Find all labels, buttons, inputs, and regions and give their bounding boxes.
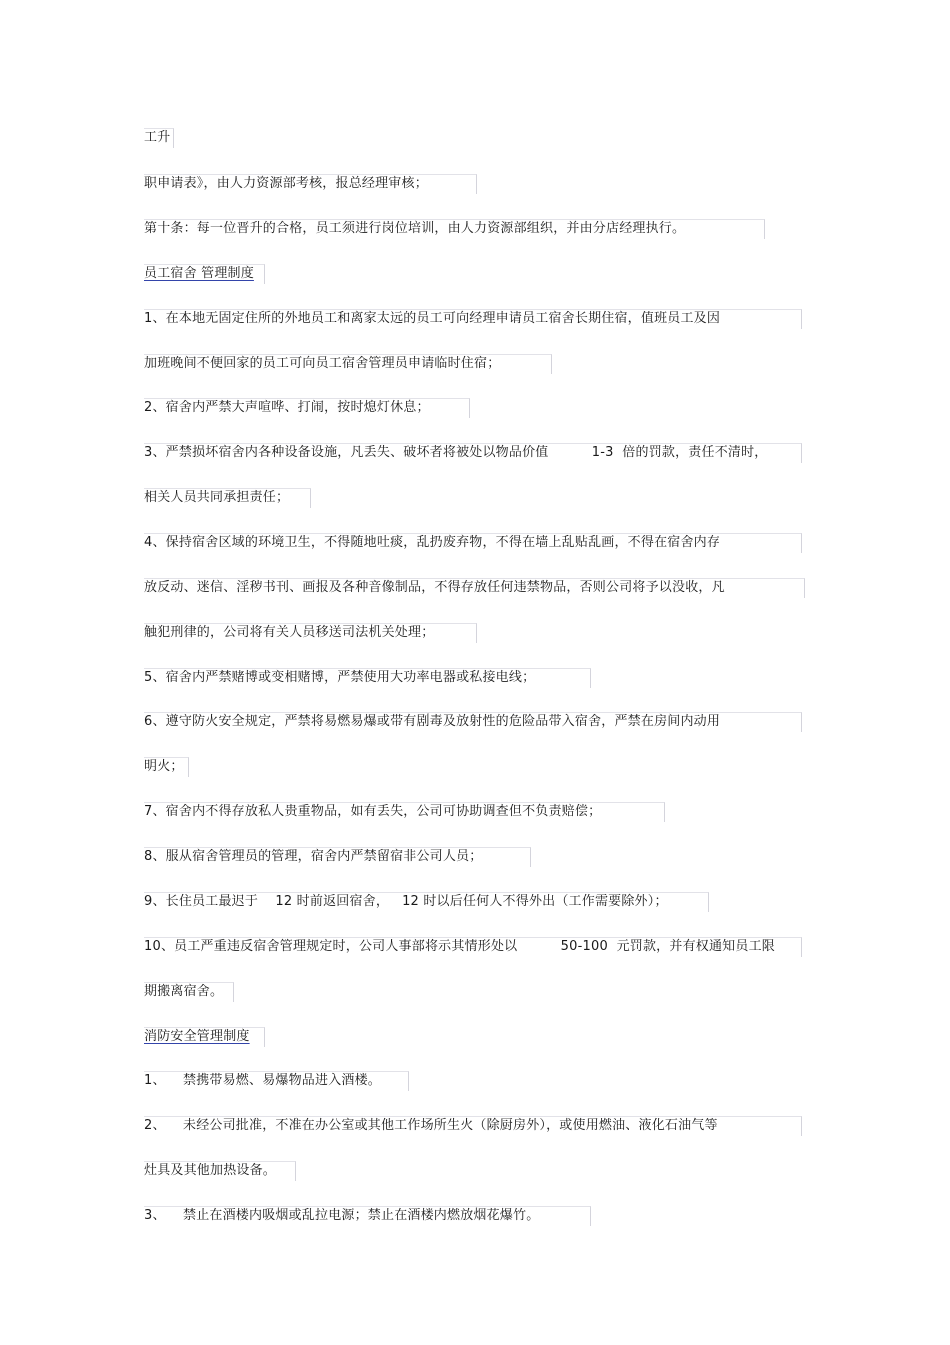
text-line: 灶具及其他加热设备。 — [144, 1163, 277, 1178]
text-line: 1、 禁携带易燃、易爆物品进入酒楼。 — [144, 1073, 382, 1088]
text-line: 6、遵守防火安全规定，严禁将易燃易爆或带有剧毒及放射性的危险品带入宿舍，严禁在房间内动用 — [144, 714, 721, 729]
text-line: 触犯刑律的，公司将有关人员移送司法机关处理； — [144, 625, 435, 640]
section-heading-fire-safety: 消防安全管理制度 — [144, 1029, 250, 1044]
text-line: 8、服从宿舍管理员的管理，宿舍内严禁留宿非公司人员； — [144, 849, 483, 864]
section-heading-dormitory: 员工宿舍 管理制度 — [144, 266, 254, 281]
text-line: 2、宿舍内严禁大声喧哗、打闹，按时熄灯休息； — [144, 400, 430, 415]
text-line: 第十条：每一位晋升的合格，员工须进行岗位培训，由人力资源部组织，并由分店经理执行。 — [144, 221, 686, 236]
text-line: 工升 — [144, 130, 171, 145]
text-line: 10、员工严重违反宿舍管理规定时，公司人事部将示其情形处以 50-100 元罚款，并有权通知员工限 — [144, 939, 775, 954]
text-line: 3、 禁止在酒楼内吸烟或乱拉电源；禁止在酒楼内燃放烟花爆竹。 — [144, 1208, 540, 1223]
text-line: 1、在本地无固定住所的外地员工和离家太远的员工可向经理申请员工宿舍长期住宿，值班员工及因 — [144, 311, 721, 326]
text-line: 4、保持宿舍区域的环境卫生，不得随地吐痰，乱扔废弃物，不得在墙上乱贴乱画，不得在宿舍内存 — [144, 535, 721, 550]
text-line: 相关人员共同承担责任； — [144, 490, 290, 505]
text-line: 放反动、迷信、淫秽书刊、画报及各种音像制品，不得存放任何违禁物品，否则公司将予以没收，凡 — [144, 580, 725, 595]
text-line: 明火； — [144, 759, 184, 774]
text-line: 5、宿舍内严禁赌博或变相赌博，严禁使用大功率电器或私接电线； — [144, 670, 536, 685]
text-line: 9、长住员工最迟于 12 时前返回宿舍， 12 时以后任何人不得外出（工作需要除外）； — [144, 894, 668, 909]
text-line: 3、严禁损坏宿舍内各种设备设施，凡丢失、破坏者将被处以物品价值 1-3 倍的罚款，责任不清时， — [144, 445, 768, 460]
text-line: 职申请表》，由人力资源部考核，报总经理审核； — [144, 176, 428, 191]
text-line: 7、宿舍内不得存放私人贵重物品，如有丢失，公司可协助调查但不负责赔偿； — [144, 804, 602, 819]
text-line: 加班晚间不便回家的员工可向员工宿舍管理员申请临时住宿； — [144, 356, 501, 371]
text-line: 2、 未经公司批准，不准在办公室或其他工作场所生火（除厨房外），或使用燃油、液化石油气等 — [144, 1118, 718, 1133]
text-line: 期搬离宿舍。 — [144, 984, 224, 999]
